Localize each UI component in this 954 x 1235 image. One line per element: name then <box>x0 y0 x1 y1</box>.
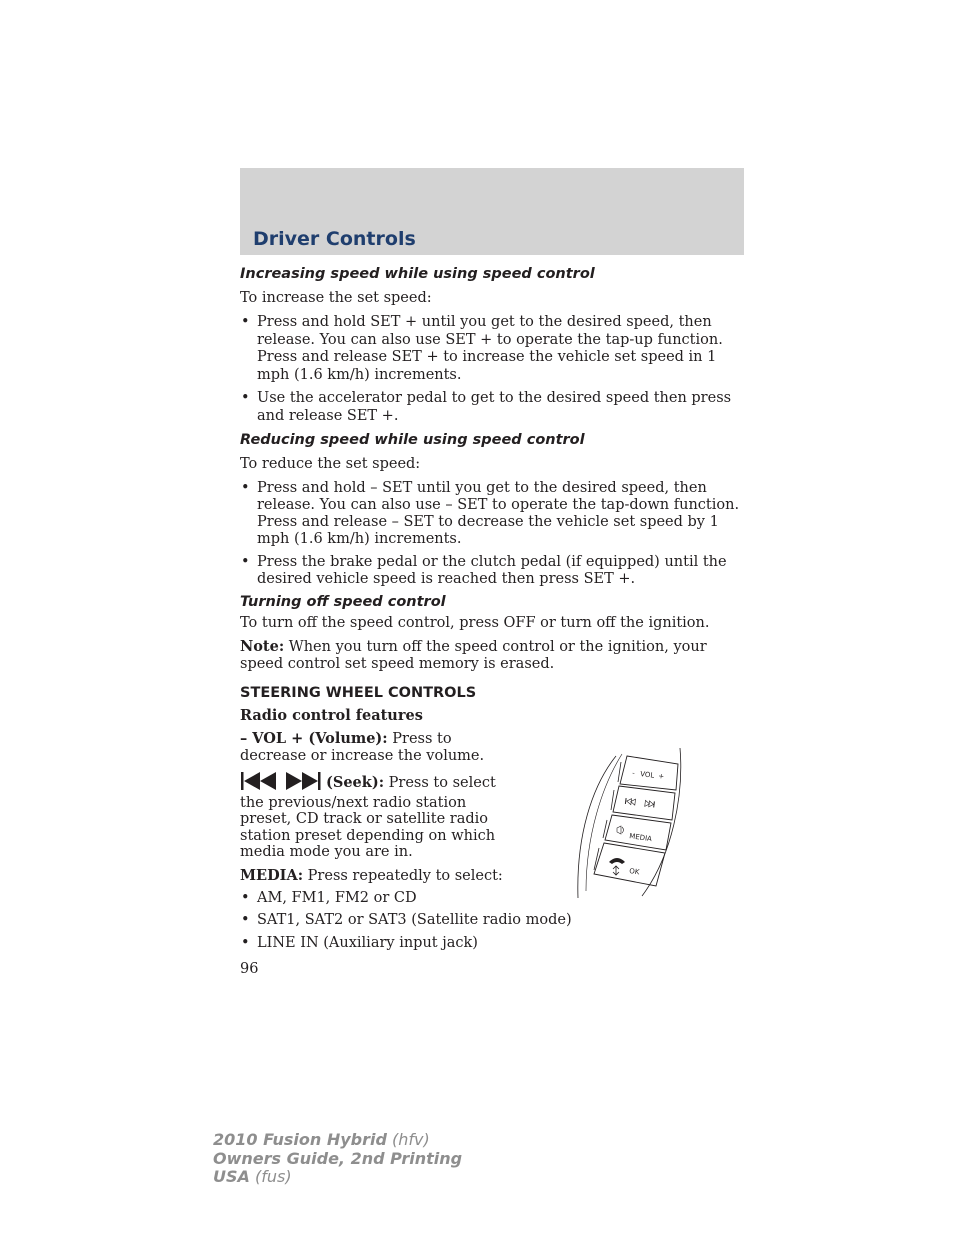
note-text: When you turn off the speed control or the ignition, your speed control set speed memory is erased. <box>240 639 707 672</box>
increase-intro: To increase the set speed: <box>240 290 432 306</box>
ok-diagram-label: OK <box>628 867 640 877</box>
seek-description <box>240 772 500 861</box>
reduce-intro: To reduce the set speed: <box>240 456 421 472</box>
radio-subheading <box>240 707 746 725</box>
vol-minus-label: - <box>631 769 636 778</box>
list-item: • LINE IN (Auxiliary input jack) <box>240 935 746 953</box>
reduce-heading: Reducing speed while using speed control <box>240 432 585 448</box>
seek-icon <box>240 772 322 790</box>
voice-icon <box>617 826 624 834</box>
seek-small-icon <box>625 798 655 808</box>
vol-label: – VOL + (Volume): <box>240 730 388 747</box>
seek-label: (Seek): <box>326 774 385 791</box>
media-diagram-label: MEDIA <box>628 832 653 844</box>
vol-plus-label: + <box>657 772 665 781</box>
footer-line-1 <box>213 1131 462 1150</box>
steering-wheel-controls-diagram <box>572 746 690 906</box>
vol-description <box>240 731 500 764</box>
increase-list <box>240 314 746 425</box>
footer-line-3 <box>213 1168 462 1187</box>
footer-model-code: (hfv) <box>386 1130 430 1149</box>
footer-region: USA <box>213 1167 250 1186</box>
reduce-list <box>240 480 746 587</box>
footer-line-2 <box>213 1150 462 1169</box>
phone-icon <box>609 858 625 875</box>
media-text: Press repeatedly to select: <box>303 867 503 884</box>
vol-text: Press to decrease or increase the volume. <box>240 731 485 764</box>
footer-region-code: (fus) <box>249 1167 292 1186</box>
list-item: • Use the accelerator pedal to get to the desired speed then press and release SET +. <box>240 390 746 425</box>
footer <box>213 1131 462 1187</box>
footer-printing: Owners Guide, 2nd Printing <box>213 1148 463 1168</box>
page-title: Driver Controls <box>253 228 416 250</box>
turnoff-note <box>240 639 746 672</box>
list-item: • Press and hold – SET until you get to the desired speed, then release. You can also use – SET to operate the tap-down function. Press and release – SET to decrease the vehicle set speed by 1 mph (1.6 km/h) increments. <box>240 480 746 548</box>
radio-subheading-text: Radio control features <box>240 707 423 724</box>
list-item: • Press the brake pedal or the clutch pedal (if equipped) until the desired vehicle speed is reached then press SET +. <box>240 554 746 587</box>
media-label: MEDIA: <box>240 866 304 884</box>
ok-button <box>594 843 665 886</box>
turnoff-heading: Turning off speed control <box>240 594 446 610</box>
list-item: • AM, FM1, FM2 or CD <box>240 890 746 908</box>
turnoff-text: To turn off the speed control, press OFF or turn off the ignition. <box>240 615 710 631</box>
seek-icons <box>240 772 322 795</box>
list-item: • SAT1, SAT2 or SAT3 (Satellite radio mode) <box>240 912 746 930</box>
seek-text: Press to select the previous/next radio station preset, CD track or satellite radio station preset depending on which media mode you are in. <box>240 775 496 860</box>
footer-model: 2010 Fusion Hybrid <box>213 1130 387 1149</box>
list-item: • Press and hold SET + until you get to the desired speed, then release. You can also use SET + to operate the tap-up function. Press and release SET + to increase the vehicle set speed in 1 mph (1.6 km/h) increments. <box>240 314 746 384</box>
increase-heading: Increasing speed while using speed control <box>240 266 595 282</box>
page-number: 96 <box>240 961 259 977</box>
vol-label: VOL <box>639 770 655 780</box>
steering-heading: STEERING WHEEL CONTROLS <box>240 685 477 701</box>
note-label: Note: <box>240 638 285 655</box>
seek-button <box>613 786 675 820</box>
